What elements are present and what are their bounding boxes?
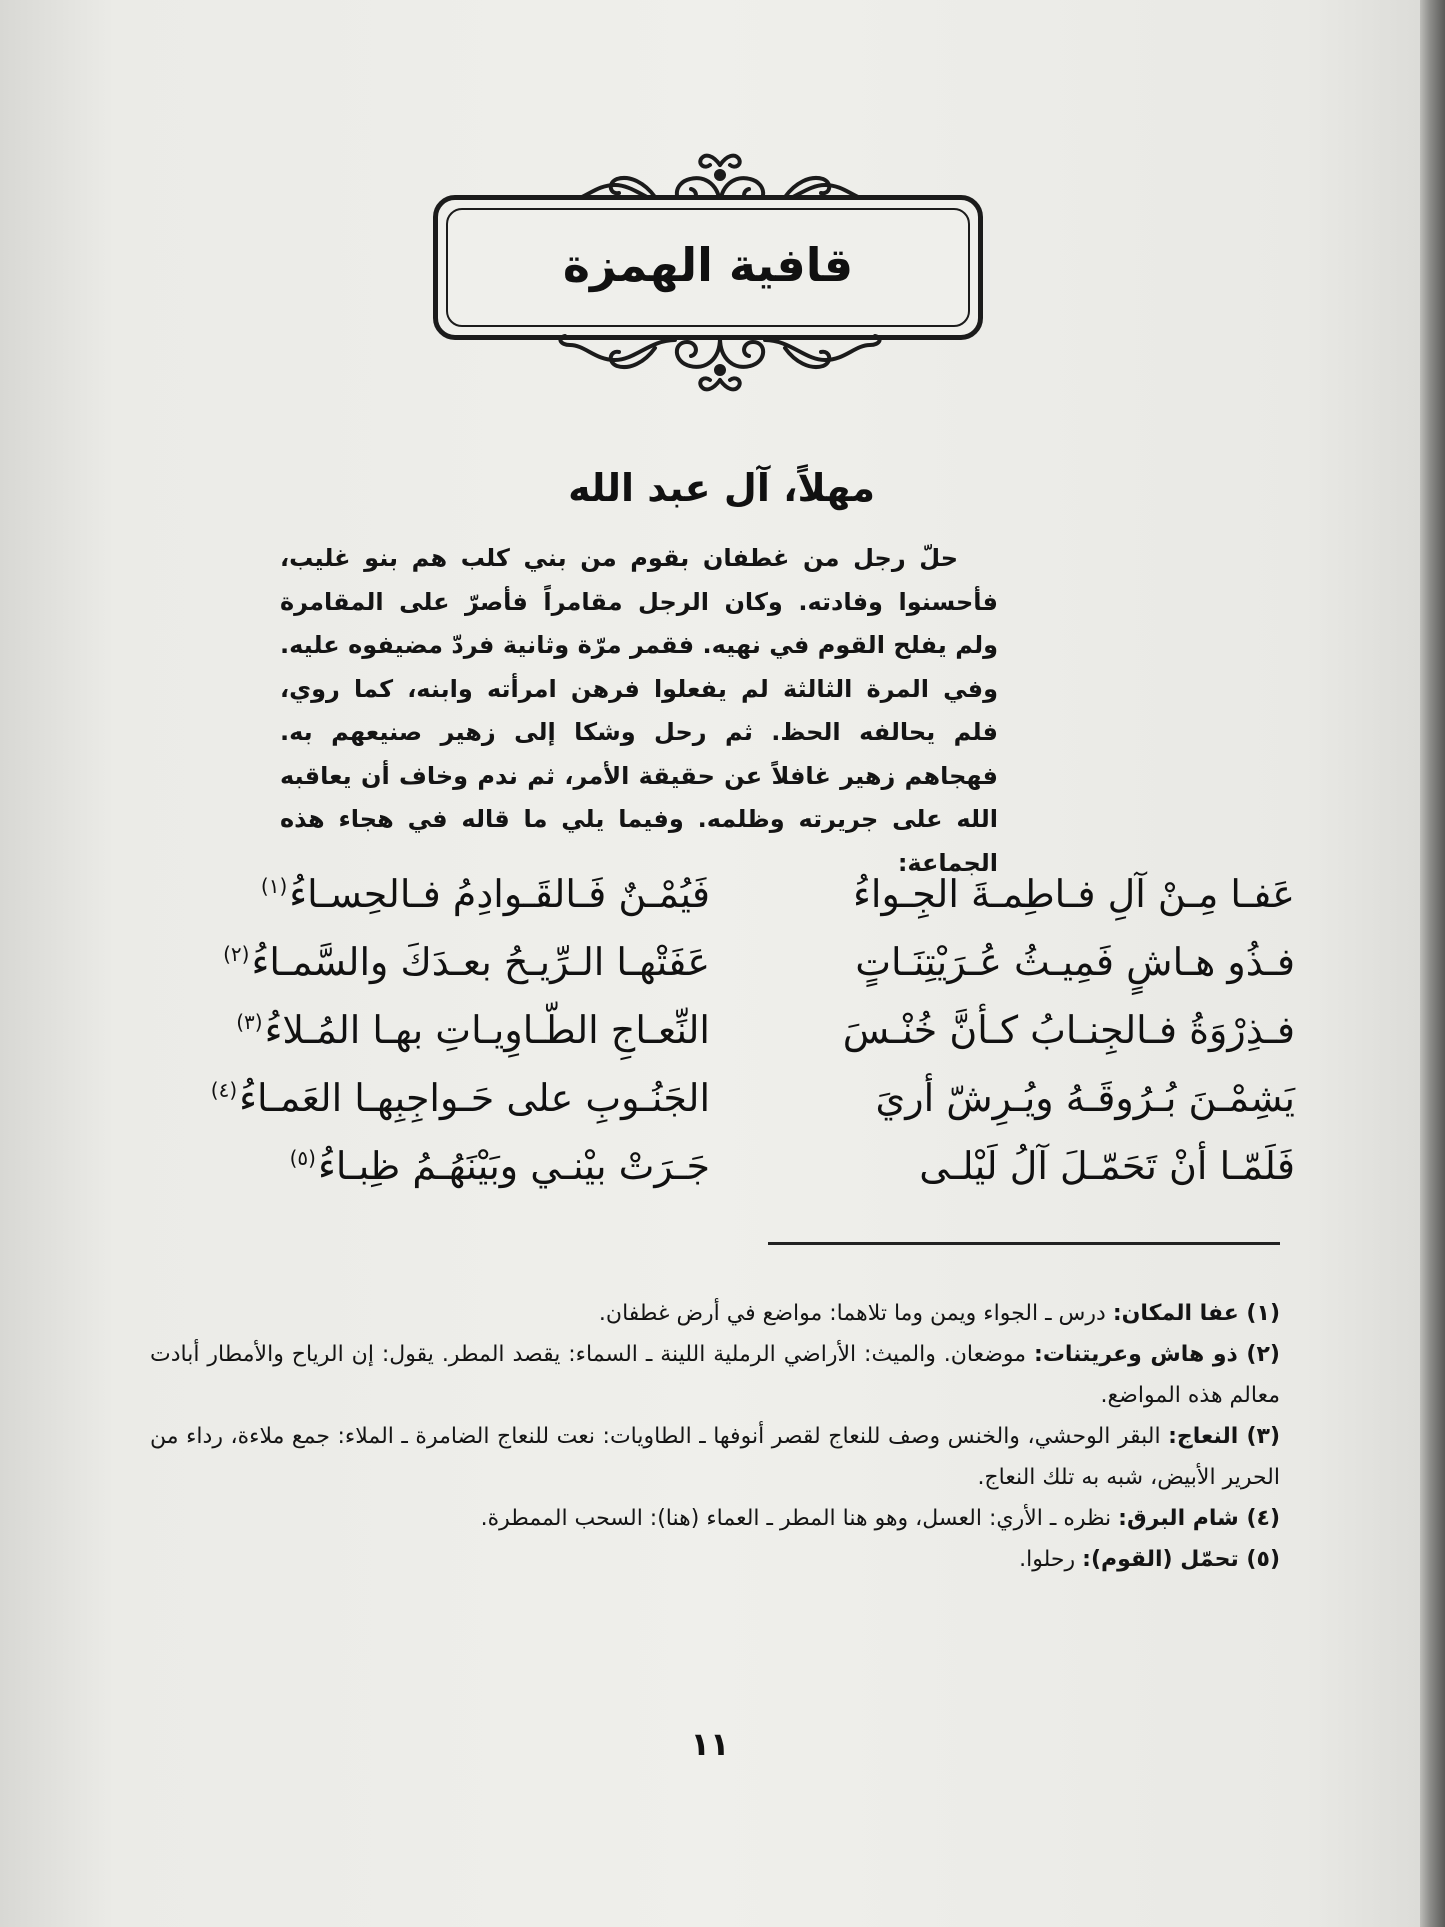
verse-first-hemistich: عَفـا مِـنْ آلِ فـاطِمـةَ الجِـواءُ <box>853 872 1295 916</box>
footnote-marker: (٥) <box>289 1146 316 1171</box>
verse-first-hemistich: فَلَمّـا أنْ تَحَمّـلَ آلُ لَيْلـى <box>919 1144 1295 1188</box>
bottom-ornament-icon <box>555 330 885 400</box>
footnote-head: (٢) ذو هاش وعريتنات: <box>1034 1342 1280 1367</box>
footnotes <box>150 1293 1280 1580</box>
verse-second-hemistich <box>211 1076 710 1120</box>
footnote-item <box>150 1334 1280 1416</box>
verse-first-hemistich: فـذُو هـاشٍ فَمِيـثُ عُـرَيْتِنَـاتٍ <box>855 940 1295 984</box>
intro-text: حلّ رجل من غطفان بقوم من بني كلب هم بنو غليب، فأحسنوا وفادته. وكان الرجل مقامراً فأصرّ على المقامرة ولم يفلح القوم في نهيه. فقمر مرّة وثانية فردّ مضيفوه عليه. وفي المرة الثالثة لم يفعلوا فرهن امرأته وابنه، كما روي، فلم يحالفه الحظ. ثم رحل وشكا إلى زهير صنيعهم به. فهجاهم زهير غافلاً عن حقيقة الأمر، ثم ندم وخاف أن يعاقبه الله على جريرته وظلمه. وفيما يلي ما قاله في هجاء هذه الجماعة: <box>280 544 998 877</box>
footnote-head: (١) عفا المكان: <box>1112 1301 1280 1326</box>
footnote-marker: (٣) <box>236 1010 263 1035</box>
verse-second-text: فَيُمْـنٌ فَـالقَـوادِمُ فـالحِسـاءُ <box>289 872 710 916</box>
footnote-text: رحلوا. <box>1019 1547 1076 1572</box>
footnote-item <box>150 1293 1280 1334</box>
verse-line <box>145 1008 1295 1076</box>
footnote-head: (٣) النعاج: <box>1168 1424 1280 1449</box>
poem-title: مهلاً، آل عبد الله <box>568 466 875 510</box>
verse-line <box>145 940 1295 1008</box>
verse-second-hemistich <box>223 940 710 984</box>
verse-second-text: عَفَتْهـا الـرِّيـحُ بعـدَكَ والسَّمـاءُ <box>251 940 710 984</box>
footnote-head: (٥) تحمّل (القوم): <box>1082 1547 1280 1572</box>
footnote-divider <box>768 1242 1280 1245</box>
verse-second-hemistich <box>261 872 710 916</box>
intro-paragraph <box>280 537 998 885</box>
footnote-text: موضعان. والميث: الأراضي الرملية اللينة ـ السماء: يقصد المطر. يقول: إن الرياح والأمطار أبادت معالم هذه المواضع. <box>150 1342 1280 1408</box>
verse-second-hemistich <box>236 1008 710 1052</box>
chapter-title-frame <box>433 195 983 340</box>
poem-verses <box>145 872 1295 1212</box>
footnote-text: البقر الوحشي، والخنس وصف للنعاج لقصر أنوفها ـ الطاويات: نعت للنعاج الضامرة ـ الملاء: جمع ملاءة، رداء من الحرير الأبيض، شبه به تلك النعاج. <box>150 1424 1280 1490</box>
verse-line <box>145 872 1295 940</box>
verse-second-hemistich <box>290 1144 710 1188</box>
footnote-item <box>150 1539 1280 1580</box>
verse-second-text: الجَنُـوبِ على حَـواجِبِهـا العَمـاءُ <box>239 1076 710 1120</box>
verse-second-text: النِّعـاجِ الطّـاوِيـاتِ بهـا المُـلاءُ <box>264 1008 710 1052</box>
footnote-text: نظره ـ الأري: العسل، وهو هنا المطر ـ العماء (هنا): السحب الممطرة. <box>480 1506 1112 1531</box>
verse-first-hemistich: يَشِمْـنَ بُـرُوقَـهُ ويُـرِشّ أريَ <box>875 1076 1295 1120</box>
verse-first-hemistich: فـذِرْوَةُ فـالجِنـابُ كـأنَّ خُنْـسَ <box>842 1008 1295 1052</box>
footnote-marker: (١) <box>260 874 288 899</box>
chapter-title: قافية الهمزة <box>562 238 854 292</box>
footnote-item <box>150 1498 1280 1539</box>
verse-second-text: جَـرَتْ بيْنـي وبَيْنَهُـمُ ظِبـاءُ <box>317 1144 710 1188</box>
footnote-marker: (٤) <box>210 1078 238 1103</box>
footnote-marker: (٢) <box>223 942 250 967</box>
footnote-item <box>150 1416 1280 1498</box>
verse-line <box>145 1144 1295 1212</box>
footnote-text: درس ـ الجواء ويمن وما تلاهما: مواضع في أرض غطفان. <box>598 1301 1106 1326</box>
page-number: ١١ <box>690 1725 730 1763</box>
verse-line <box>145 1076 1295 1144</box>
book-spine-edge <box>1420 0 1445 1927</box>
footnote-head: (٤) شام البرق: <box>1118 1506 1280 1531</box>
